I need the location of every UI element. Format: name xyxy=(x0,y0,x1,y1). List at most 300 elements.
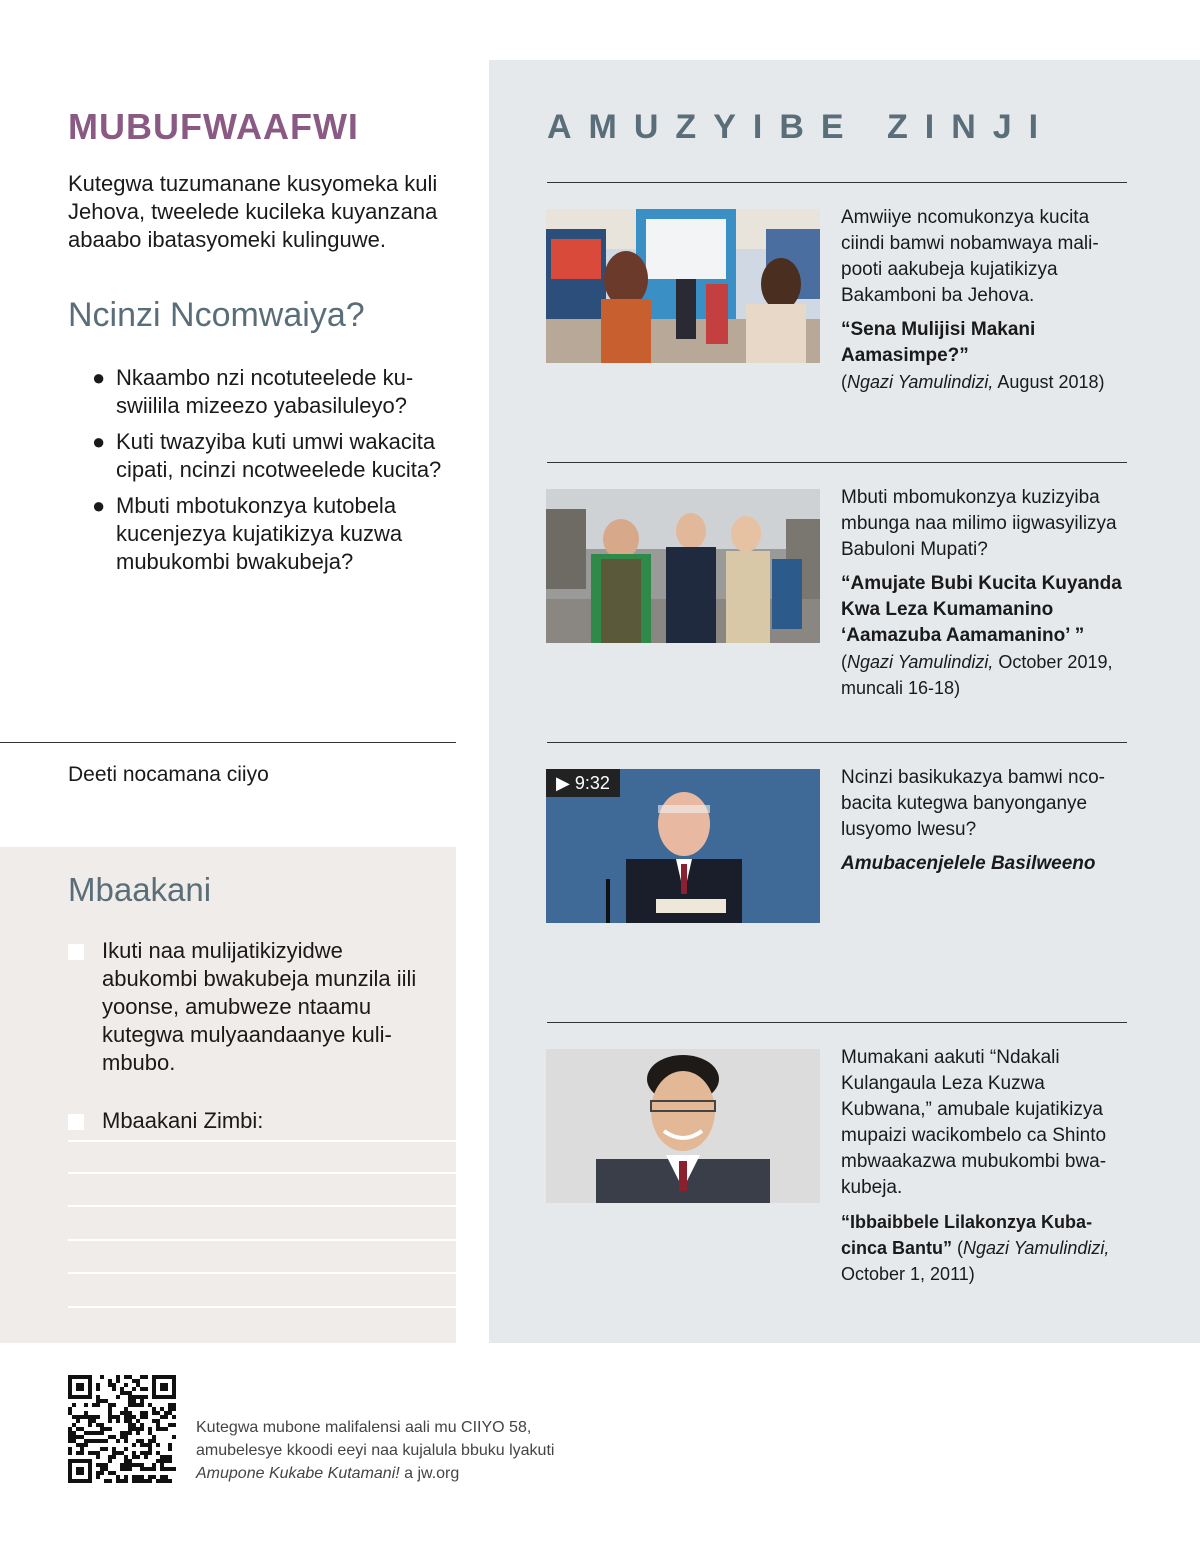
qr-module xyxy=(160,1455,164,1459)
question-text: Mbuti mbotukonzya kutobela kucenjezya kujatikizya kuzwa mubukombi bwakubeja? xyxy=(116,493,403,574)
article-source: (Ngazi Yamulindizi, October 2019, muncali 16-18) xyxy=(841,652,1113,698)
qr-module xyxy=(168,1459,172,1463)
qr-module xyxy=(168,1479,172,1483)
article-thumbnail-portrait[interactable] xyxy=(546,1049,820,1203)
qr-module xyxy=(144,1395,148,1399)
qr-module xyxy=(124,1383,128,1387)
qr-module xyxy=(160,1467,164,1471)
qr-module xyxy=(132,1451,136,1455)
qr-module xyxy=(140,1427,144,1431)
qr-module xyxy=(116,1475,120,1479)
qr-module xyxy=(116,1419,120,1423)
qr-module xyxy=(96,1383,100,1387)
qr-module xyxy=(76,1443,80,1447)
qr-module xyxy=(164,1415,168,1419)
qr-module xyxy=(148,1427,152,1431)
qr-module xyxy=(160,1407,164,1411)
bullet-icon: ● xyxy=(92,493,106,518)
qr-module xyxy=(152,1419,156,1423)
footer-note xyxy=(196,1416,656,1485)
qr-module xyxy=(104,1467,108,1471)
qr-module xyxy=(156,1459,160,1463)
qr-module xyxy=(76,1415,80,1419)
qr-module xyxy=(136,1379,140,1383)
qr-module xyxy=(136,1455,140,1459)
qr-module xyxy=(172,1467,176,1471)
qr-module xyxy=(84,1439,88,1443)
qr-module xyxy=(124,1463,128,1467)
qr-module xyxy=(68,1447,72,1451)
qr-module xyxy=(140,1411,144,1415)
qr-module xyxy=(80,1427,84,1431)
qr-module xyxy=(140,1467,144,1471)
qr-module xyxy=(124,1391,128,1395)
qr-module xyxy=(92,1403,96,1407)
qr-module xyxy=(144,1387,148,1391)
writing-line[interactable] xyxy=(68,1172,456,1174)
qr-module xyxy=(172,1407,176,1411)
qr-module xyxy=(116,1375,120,1379)
qr-module xyxy=(148,1479,152,1483)
qr-module xyxy=(120,1467,124,1471)
qr-module xyxy=(76,1419,80,1423)
qr-module xyxy=(128,1463,132,1467)
qr-module xyxy=(80,1435,84,1439)
qr-module xyxy=(104,1447,108,1451)
date-completed-label: Deeti nocamana ciiyo xyxy=(68,763,269,786)
qr-module xyxy=(168,1443,172,1447)
qr-module xyxy=(128,1403,132,1407)
qr-module xyxy=(124,1411,128,1415)
qr-module xyxy=(120,1431,124,1435)
qr-module xyxy=(168,1423,172,1427)
qr-module xyxy=(112,1387,116,1391)
qr-module xyxy=(92,1439,96,1443)
qr-module xyxy=(68,1407,72,1411)
qr-module xyxy=(96,1387,100,1391)
divider xyxy=(0,742,456,743)
qr-module xyxy=(124,1447,128,1451)
qr-module xyxy=(156,1411,160,1415)
qr-module xyxy=(108,1419,112,1423)
article-item-2 xyxy=(841,485,1126,701)
qr-module xyxy=(104,1427,108,1431)
qr-module xyxy=(96,1455,100,1459)
qr-module xyxy=(132,1423,136,1427)
footer-line: Amupone Kukabe Kutamani! a jw.org xyxy=(196,1465,460,1482)
qr-module xyxy=(72,1415,76,1419)
qr-module xyxy=(68,1439,72,1443)
qr-module xyxy=(88,1431,92,1435)
qr-module xyxy=(112,1435,116,1439)
qr-module xyxy=(68,1431,72,1435)
article-description: Amwiiye ncomukonzya kucita ciindi bamwi nobamwaya malipooti aakubeja kujatikizya Bakamboni ba Jehova. xyxy=(841,207,1099,306)
qr-module xyxy=(148,1443,152,1447)
qr-module xyxy=(168,1411,172,1415)
question-item xyxy=(92,364,452,420)
qr-module xyxy=(168,1455,172,1459)
article-item-4 xyxy=(841,1045,1126,1287)
qr-module xyxy=(164,1455,168,1459)
qr-module xyxy=(132,1427,136,1431)
qr-module xyxy=(124,1415,128,1419)
bullet-icon: ● xyxy=(92,365,106,390)
qr-module xyxy=(128,1467,132,1471)
qr-module xyxy=(156,1427,160,1431)
goals-box xyxy=(0,847,456,1343)
qr-module xyxy=(148,1439,152,1443)
qr-module xyxy=(140,1451,144,1455)
qr-module xyxy=(136,1395,140,1399)
qr-module xyxy=(164,1411,168,1415)
video-title-link[interactable]: Amubacenjelele Basilweeno xyxy=(841,853,1096,874)
qr-module xyxy=(120,1479,124,1483)
section-title: MUBUFWAAFWI xyxy=(68,106,359,147)
qr-module xyxy=(152,1475,156,1479)
writing-line[interactable] xyxy=(68,1140,456,1142)
qr-module xyxy=(88,1419,92,1423)
qr-module xyxy=(112,1403,116,1407)
intro-text: Kutegwa tuzumanane kusyomeka kuli Jehova, tweelede kucileka kuyanzana abaabo ibatasyomeki kulinguwe. xyxy=(68,171,438,252)
qr-module xyxy=(144,1415,148,1419)
qr-module xyxy=(156,1419,160,1423)
qr-module xyxy=(164,1479,168,1483)
article-description: Mumakani aakuti “Ndakali Kulangaula Leza Kuzwa Kubwana,” amubale kujatikizya mupaizi wacikombelo ca Shinto mbwaakazwa mubukombi bwakubeja. xyxy=(841,1047,1107,1198)
learn-more-title: AMUZYIBE ZINJI xyxy=(547,108,1056,146)
qr-module xyxy=(164,1475,168,1479)
article-thumbnail-street[interactable] xyxy=(546,489,820,643)
video-thumbnail[interactable] xyxy=(546,769,820,923)
qr-module xyxy=(92,1415,96,1419)
qr-module xyxy=(168,1403,172,1407)
article-source: (Ngazi Yamulindizi, August 2018) xyxy=(841,372,1105,392)
qr-module xyxy=(108,1435,112,1439)
qr-module xyxy=(148,1475,152,1479)
qr-module xyxy=(80,1443,84,1447)
qr-code[interactable] xyxy=(68,1375,176,1483)
qr-module xyxy=(108,1379,112,1383)
qr-module xyxy=(84,1443,88,1447)
qr-module xyxy=(172,1435,176,1439)
article-title-link[interactable]: “Amujate Bubi Kucita Kuyanda Kwa Leza Kumamanino ‘Aamazuba Aamamanino’ ” xyxy=(841,573,1122,646)
qr-module xyxy=(76,1427,80,1431)
qr-module xyxy=(76,1451,80,1455)
qr-module xyxy=(116,1451,120,1455)
qr-module xyxy=(140,1395,144,1399)
qr-module xyxy=(84,1415,88,1419)
qr-module xyxy=(120,1463,124,1467)
divider xyxy=(547,742,1127,743)
qr-module xyxy=(168,1447,172,1451)
qr-module xyxy=(96,1415,100,1419)
qr-module xyxy=(120,1391,124,1395)
qr-module xyxy=(72,1423,76,1427)
questions-heading: Ncinzi Ncomwaiya? xyxy=(68,296,365,334)
qr-module xyxy=(72,1431,76,1435)
qr-module xyxy=(140,1403,144,1407)
qr-module xyxy=(136,1403,140,1407)
qr-module xyxy=(88,1415,92,1419)
checkbox-goal-other[interactable] xyxy=(68,1114,84,1130)
qr-module xyxy=(140,1415,144,1419)
qr-module xyxy=(116,1395,120,1399)
writing-line[interactable] xyxy=(68,1205,456,1207)
qr-module xyxy=(116,1415,120,1419)
article-thumbnail-news[interactable] xyxy=(546,209,820,363)
qr-module xyxy=(108,1427,112,1431)
qr-module xyxy=(100,1467,104,1471)
qr-module xyxy=(128,1431,132,1435)
qr-module xyxy=(76,1435,80,1439)
qr-module xyxy=(68,1435,72,1439)
qr-module xyxy=(84,1411,88,1415)
qr-module xyxy=(108,1459,112,1463)
qr-module xyxy=(144,1455,148,1459)
qr-module xyxy=(140,1463,144,1467)
qr-module xyxy=(96,1423,100,1427)
qr-module xyxy=(132,1395,136,1399)
article-item-1 xyxy=(841,205,1126,395)
qr-module xyxy=(164,1459,168,1463)
qr-module xyxy=(124,1375,128,1379)
question-item xyxy=(92,492,452,576)
divider xyxy=(547,1022,1127,1023)
qr-module xyxy=(100,1463,104,1467)
qr-module xyxy=(88,1439,92,1443)
qr-module xyxy=(96,1395,100,1399)
qr-module xyxy=(104,1463,108,1467)
video-duration-badge: ▶ 9:32 xyxy=(546,769,620,797)
footer-line: amubelesye kkoodi eeyi naa kujalula bbuku lyakuti xyxy=(196,1442,555,1459)
qr-module xyxy=(168,1467,172,1471)
qr-module xyxy=(144,1467,148,1471)
qr-module xyxy=(124,1431,128,1435)
qr-module xyxy=(124,1407,128,1411)
qr-module xyxy=(164,1467,168,1471)
qr-module xyxy=(148,1447,152,1451)
qr-module xyxy=(148,1451,152,1455)
qr-module xyxy=(156,1479,160,1483)
qr-module xyxy=(120,1387,124,1391)
qr-module xyxy=(136,1475,140,1479)
goal-main-text: Ikuti naa mulijatikizyidwe abukombi bwakubeja munzila iili yoonse, amubweze ntaamu kutegwa mulyaandaanye kulimbubo. xyxy=(102,938,417,1075)
qr-module xyxy=(92,1419,96,1423)
qr-module xyxy=(132,1475,136,1479)
qr-module xyxy=(160,1475,164,1479)
qr-module xyxy=(92,1431,96,1435)
goals-heading: Mbaakani xyxy=(68,871,212,908)
qr-module xyxy=(80,1451,84,1455)
qr-module xyxy=(72,1439,76,1443)
qr-module xyxy=(132,1399,136,1403)
qr-module xyxy=(84,1403,88,1407)
qr-module xyxy=(100,1399,104,1403)
qr-module xyxy=(100,1439,104,1443)
qr-module xyxy=(80,1415,84,1419)
qr-module xyxy=(112,1455,116,1459)
qr-module xyxy=(132,1443,136,1447)
qr-module xyxy=(160,1463,164,1467)
qr-module xyxy=(96,1403,100,1407)
qr-module xyxy=(100,1431,104,1435)
qr-module xyxy=(72,1435,76,1439)
qr-module xyxy=(140,1375,144,1379)
qr-module xyxy=(120,1435,124,1439)
qr-module xyxy=(92,1451,96,1455)
qr-module xyxy=(144,1411,148,1415)
qr-module xyxy=(100,1423,104,1427)
qr-module xyxy=(136,1431,140,1435)
qr-module xyxy=(152,1439,156,1443)
qr-module xyxy=(132,1479,136,1483)
divider xyxy=(547,182,1127,183)
qr-module xyxy=(96,1471,100,1475)
qr-module xyxy=(160,1427,164,1431)
qr-module xyxy=(132,1387,136,1391)
qr-module xyxy=(128,1427,132,1431)
qr-module xyxy=(144,1479,148,1483)
qr-module xyxy=(116,1439,120,1443)
qr-module xyxy=(108,1455,112,1459)
qr-module xyxy=(140,1479,144,1483)
writing-line[interactable] xyxy=(68,1272,456,1274)
qr-module xyxy=(128,1459,132,1463)
qr-module xyxy=(124,1475,128,1479)
qr-module xyxy=(144,1451,148,1455)
qr-module xyxy=(140,1439,144,1443)
question-item xyxy=(92,428,452,484)
goal-other-label: Mbaakani Zimbi: xyxy=(102,1108,264,1133)
qr-module xyxy=(140,1423,144,1427)
qr-module xyxy=(152,1407,156,1411)
qr-module xyxy=(116,1379,120,1383)
qr-module xyxy=(156,1423,160,1427)
qr-module xyxy=(112,1383,116,1387)
qr-module xyxy=(80,1447,84,1451)
qr-module xyxy=(152,1411,156,1415)
article-title-link[interactable]: “Ibbaibbele Lilakonzya Kubacinca Bantu” xyxy=(841,1212,1093,1258)
qr-module xyxy=(72,1403,76,1407)
qr-module xyxy=(96,1439,100,1443)
qr-module xyxy=(128,1395,132,1399)
qr-module xyxy=(172,1423,176,1427)
qr-module xyxy=(124,1439,128,1443)
question-text: Kuti twazyiba kuti umwi wakacita cipati, ncinzi ncotweelede kucita? xyxy=(116,429,442,482)
qr-module xyxy=(68,1411,72,1415)
qr-module xyxy=(156,1443,160,1447)
qr-module xyxy=(160,1415,164,1419)
qr-module xyxy=(160,1459,164,1463)
qr-module xyxy=(112,1471,116,1475)
qr-module xyxy=(132,1379,136,1383)
qr-module xyxy=(128,1391,132,1395)
writing-line[interactable] xyxy=(68,1239,456,1241)
qr-module xyxy=(124,1455,128,1459)
qr-module xyxy=(108,1471,112,1475)
article-title-link[interactable]: “Sena Mulijisi Makani Aamasimpe?” xyxy=(841,319,1036,366)
qr-module xyxy=(132,1463,136,1467)
qr-module xyxy=(152,1467,156,1471)
qr-module xyxy=(164,1427,168,1431)
qr-module xyxy=(148,1467,152,1471)
qr-module xyxy=(88,1451,92,1455)
qr-module xyxy=(124,1467,128,1471)
qr-module xyxy=(156,1451,160,1455)
qr-module xyxy=(96,1451,100,1455)
qr-module xyxy=(124,1479,128,1483)
qr-module xyxy=(160,1479,164,1483)
qr-module xyxy=(120,1411,124,1415)
qr-module xyxy=(68,1451,72,1455)
article-source: “Ibbaibbele Lilakonzya Kubacinca Bantu” (Ngazi Yamulindizi, October 1, 2011) xyxy=(841,1212,1110,1284)
qr-module xyxy=(144,1375,148,1379)
qr-module xyxy=(132,1403,136,1407)
qr-module xyxy=(128,1423,132,1427)
qr-module xyxy=(128,1411,132,1415)
qr-module xyxy=(88,1423,92,1427)
qr-module xyxy=(124,1435,128,1439)
qr-module xyxy=(128,1419,132,1423)
checkbox-goal-main[interactable] xyxy=(68,944,84,960)
qr-module xyxy=(128,1415,132,1419)
qr-module xyxy=(108,1479,112,1483)
qr-module xyxy=(108,1415,112,1419)
qr-module xyxy=(136,1427,140,1431)
qr-module xyxy=(68,1427,72,1431)
qr-module xyxy=(128,1375,132,1379)
video-item xyxy=(841,765,1126,877)
qr-module xyxy=(136,1463,140,1467)
qr-module xyxy=(104,1399,108,1403)
qr-module xyxy=(120,1451,124,1455)
qr-module xyxy=(140,1475,144,1479)
qr-module xyxy=(100,1447,104,1451)
divider xyxy=(547,462,1127,463)
questions-list xyxy=(92,364,452,584)
bullet-icon: ● xyxy=(92,429,106,454)
qr-module xyxy=(136,1419,140,1423)
qr-module xyxy=(96,1475,100,1479)
qr-module xyxy=(112,1451,116,1455)
qr-module xyxy=(136,1383,140,1387)
video-description: Ncinzi basikukazya bamwi ncobacita kutegwa banyonganye lusyomo lwesu? xyxy=(841,767,1105,840)
qr-module xyxy=(140,1443,144,1447)
footer-line: Kutegwa mubone malifalensi aali mu CIIYO 58, xyxy=(196,1419,532,1436)
qr-module xyxy=(108,1383,112,1387)
qr-module xyxy=(136,1439,140,1443)
qr-module xyxy=(112,1415,116,1419)
qr-module xyxy=(132,1455,136,1459)
qr-module xyxy=(140,1399,144,1403)
qr-module xyxy=(172,1415,176,1419)
qr-module xyxy=(148,1403,152,1407)
qr-module xyxy=(124,1419,128,1423)
qr-module xyxy=(100,1427,104,1431)
writing-line[interactable] xyxy=(68,1306,456,1308)
qr-module xyxy=(152,1463,156,1467)
qr-module xyxy=(104,1439,108,1443)
qr-module xyxy=(108,1407,112,1411)
qr-module xyxy=(144,1443,148,1447)
qr-module xyxy=(140,1387,144,1391)
qr-module xyxy=(172,1403,176,1407)
article-description: Mbuti mbomukonzya kuzizyiba mbunga naa milimo iigwasyilizya Babuloni Mupati? xyxy=(841,487,1117,560)
qr-module xyxy=(148,1431,152,1435)
qr-module xyxy=(136,1479,140,1483)
qr-module xyxy=(168,1407,172,1411)
qr-module xyxy=(108,1411,112,1415)
qr-module xyxy=(108,1403,112,1407)
